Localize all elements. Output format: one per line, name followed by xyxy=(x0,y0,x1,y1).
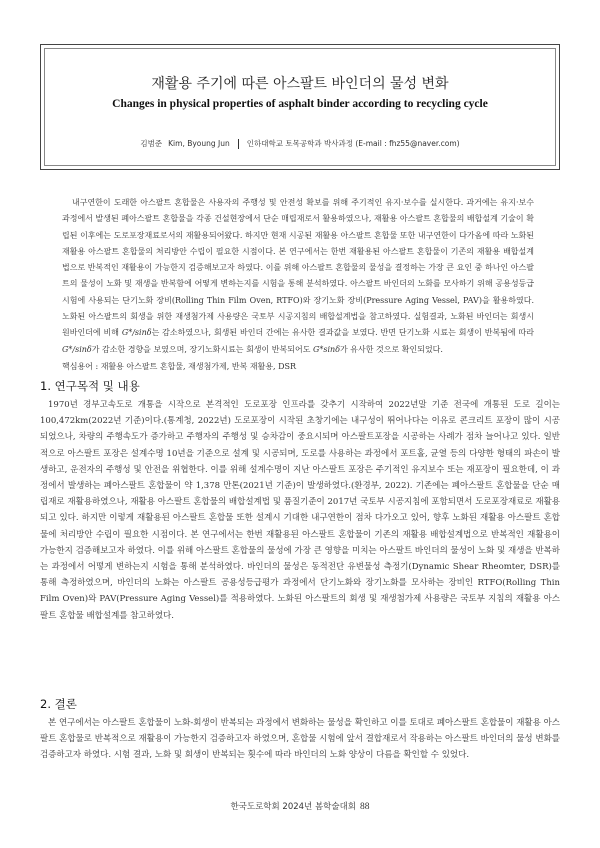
section-body-conclusion: 본 연구에서는 아스팔트 혼합물이 노화-회생이 반복되는 과정에서 변화하는 물성을 확인하고 이를 토대로 폐아스팔트 혼합물이 재활용 아스팔트 혼합물로 반복적으로 재활용이 가능한지 검증하고자 하였으며, 혼합물 시험에 앞서 결합재로서 작용하는 아스팔트 바인더의 물성 변화를 검증하고자 하였다. 시험 결과, 노화 및 회생이 반복되는 횟수에 따라 바인더의 노화 양상이 다름을 확인할 수 있었다. xyxy=(40,718,560,761)
section-heading-objectives: 1. 연구목적 및 내용 xyxy=(40,379,140,393)
formula-g-star-sin-delta: G*sinδ xyxy=(313,344,341,354)
conference-name: 한국도로학회 2024년 봄학술대회 xyxy=(230,802,357,812)
formula-g-star-over-sin-delta: G*/sinδ xyxy=(121,328,152,338)
page-number: 88 xyxy=(360,802,370,812)
keywords: 핵심용어 : 재활용 아스팔트 혼합물, 재생첨가제, 반복 재활용, DSR xyxy=(62,362,297,371)
author-name-korean: 김범준 xyxy=(140,139,163,148)
abstract-text-3: 가 감소한 경향을 보였으며, 장기노화시료는 회생이 반복되어도 xyxy=(91,344,313,354)
author-name-english: Kim, Byoung Jun xyxy=(168,139,230,148)
abstract xyxy=(62,195,534,358)
title-english: Changes in physical properties of asphalt binder according to recycling cycle xyxy=(112,98,488,110)
formula-g-star-over-sin-delta: G*/sinδ xyxy=(62,344,92,354)
author-affiliation: 인하대학교 토목공학과 박사과정 (E-mail : fhz55@naver.com) xyxy=(246,139,460,148)
section-heading-conclusion: 2. 결론 xyxy=(40,697,77,711)
title-box xyxy=(40,44,560,170)
author-line xyxy=(41,138,559,149)
abstract-text-1: 내구연한이 도래한 아스팔트 혼합물은 사용자의 주행성 및 안전성 확보를 위해 주기적인 유지·보수를 실시한다. 과거에는 유지·보수 과정에서 발생된 폐아스팔트 혼합물을 각종 건설현장에서 단순 매립재로서 활용하였으나, 재활용 아스팔트 혼합물의 배합설계 기술이 확립된 이후에는 도로포장재료로서의 재활용되어왔다. 하지만 현재 시공된 재활용 아스팔트 혼합물 또한 내구연한이 다가옴에 따라 노화된 재활용 아스팔트 혼합물의 처리방안 수립이 필요한 시점이다. 본 연구에서는 한번 재활용된 아스팔트 혼합물이 기존의 재활용 배합설계법으로 반복적인 재활용이 가능한지 검증해보고자 하였다. 이를 위해 아스팔트 혼합물의 물성을 결정하는 가장 큰 요인 중 하나인 아스팔트의 물성이 노화 및 재생을 반복함에 어떻게 변하는지를 시험을 통해 분석하였다. 아스팔트 바인더의 노화를 모사하기 위해 공용성등급시험에 사용되는 단기노화 장비(Rolling Thin Film Oven, RTFO)와 장기노화 장비(Pressure Aging Vessel, PAV)을 활용하였다. 노화된 아스팔트의 회생을 위한 재생첨가제 사용량은 국토부 시공지침의 배합설계법을 참고하였다. 실험결과, 노화된 바인더는 회생시 원바인더에 비해 xyxy=(62,198,534,338)
title-korean: 재활용 주기에 따른 아스팔트 바인더의 물성 변화 xyxy=(151,76,449,92)
abstract-text-2: 는 감소하였으나, 회생된 바인더 간에는 유사한 결과값을 보였다. 반면 단기노화 시료는 회생이 반복됨에 따라 xyxy=(151,328,534,338)
page-footer xyxy=(0,800,600,812)
section-body-objectives: 1970년 경부고속도로 개통을 시작으로 본격적인 도로포장 인프라를 갖추기 시작하여 2022년말 기준 전국에 개통된 도로 길이는 100,472km(2022년 기준)이다.(통계청, 2022년) 도로포장이 시작된 초창기에는 내구성이 뛰어나다는 이유로 콘크리트 포장이 많이 시공되었으나, 차량의 주행속도가 증가하고 주행자의 주행성 및 승차감이 중요시되며 아스팔트포장을 시공하는 사례가 점차 늘어나고 있다. 일반적으로 아스팔트 포장은 설계수명 10년을 기준으로 설계 및 시공되며, 도로를 사용하는 과정에서 포트홀, 균열 등의 다양한 형태의 파손이 발생하고, 운전자의 주행성 및 안전을 위협한다. 이를 위해 설계수명이 지난 아스팔트 포장은 주기적인 유지보수 또는 재포장이 필요한데, 이 과정에서 발생하는 폐아스팔트 혼합물이 약 1,378 만톤(2021년 기준)이 발생하였다.(환경부, 2022). 기존에는 폐아스팔트 혼합물을 단순 매립재로 재활용하였으나, 재활용 아스팔트 혼합물의 배합설계법 및 품질기준이 2017년 국토부 시공지침에 포함되면서 도로포장재료로 재활용되고 있다. 하지만 이렇게 재활용된 아스팔트 혼합물 또한 설계시 기대한 내구연한이 점차 다가오고 있어, 향후 노화된 재활용 아스팔트 혼합물에 처리방안 수립이 필요한 시점이다. 본 연구에서는 한번 재활용된 아스팔트 혼합물이 기존의 재활용 배합설계법으로 반복적인 재활용이 가능한지 검증해보고자 하였다. 이를 위해 아스팔트 혼합물의 물성에 가장 큰 영향을 미치는 아스팔트 바인더의 물성이 노화 및 재생을 반복하는 과정에서 어떻게 변하는지 시험을 통해 분석하였다. 바인더의 물성은 동적전단 유변물성 측정기(Dynamic Shear Rheomter, DSR)를 통해 측정하였으며, 바인더의 노화는 아스팔트 공용성등급평가 과정에서 단기노화와 장기노화를 모사하는 장비인 RTFO(Rolling Thin Film Oven)와 PAV(Pressure Aging Vessel)를 적용하였다. 노화된 아스팔트의 회생 및 재생첨가제 사용량은 국토부 지침의 재활용 아스팔트 혼합물 배합설계를 참고하였다. xyxy=(40,400,560,621)
abstract-text-4: 가 유사한 것으로 확인되었다. xyxy=(340,344,443,354)
author-separator xyxy=(238,139,239,149)
